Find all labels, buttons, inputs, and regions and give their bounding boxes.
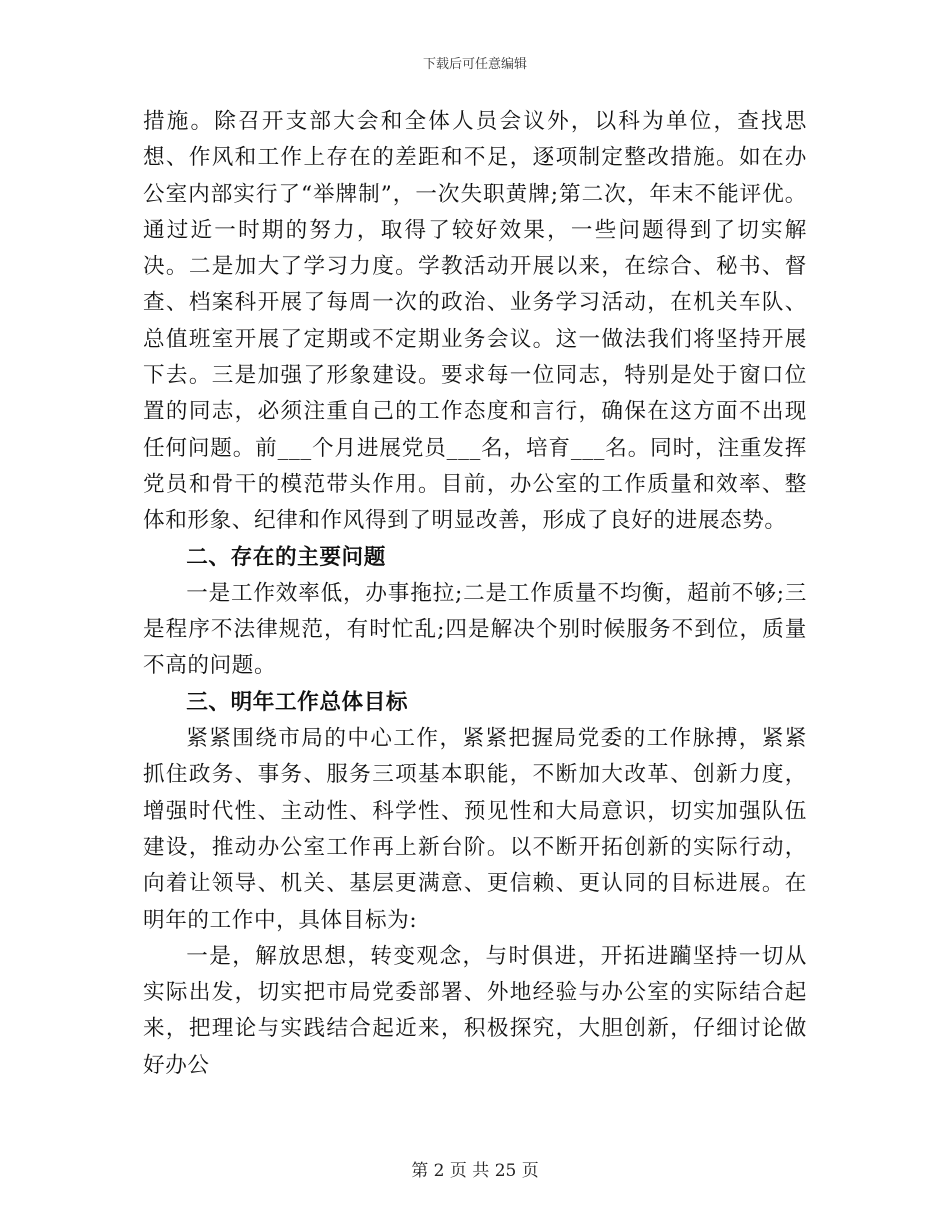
paragraph-goal-one: 一是，解放思想，转变观念，与时俱进，开拓进躏坚持一切从实际出发，切实把市局党委部署、外地经验与办公室的实际结合起来，把理论与实践结合起近来，积极探究，大胆创新，仔细讨论做好办公 [143, 943, 807, 1078]
page-number: 第 2 页 共 25 页 [411, 1161, 539, 1181]
paragraph-continuation: 措施。除召开支部大会和全体人员会议外，以科为单位，查找思想、作风和工作上存在的差距和不足，逐项制定整改措施。如在办公室内部实行了“举牌制”，一次失职黄牌;第二次，年末不能评优。通过近一时期的努力，取得了较好效果，一些问题得到了切实解决。二是加大了学习力度。学教活动开展以来，在综合、秘书、督查、档案科开展了每周一次的政治、业务学习活动，在机关车队、总值班室开展了定期或不定期业务会议。这一做法我们将坚持开展下去。三是加强了形象建设。要求每一位同志，特别是处于窗口位置的同志，必须注重自己的工作态度和言行，确保在这方面不出现任何问题。前___个月进展党员___名，培育___名。同时，注重发挥党员和骨干的模范带头作用。目前，办公室的工作质量和效率、整体和形象、纪律和作风得到了明显改善，形成了良好的进展态势。 [143, 109, 807, 534]
header-note: 下载后可任意编辑 [422, 57, 527, 72]
paragraph-goals: 紧紧围绕市局的中心工作，紧紧把握局党委的工作脉搏，紧紧抓住政务、事务、服务三项基本职能，不断加大改革、创新力度，增强时代性、主动性、科学性、预见性和大局意识，切实加强队伍建设，推动办公室工作再上新台阶。以不断开拓创新的实际行动，向着让领导、机关、基层更满意、更信赖、更认同的目标进展。在明年的工作中，具体目标为: [143, 726, 807, 933]
paragraph-problems: 一是工作效率低，办事拖拉;二是工作质量不均衡，超前不够;三是程序不法律规范，有时忙乱;四是解决个别时候服务不到位，质量不高的问题。 [143, 580, 807, 679]
section-heading-problems: 二、存在的主要问题 [186, 544, 386, 570]
section-heading-goals: 三、明年工作总体目标 [186, 689, 409, 715]
document-body [143, 104, 807, 1084]
